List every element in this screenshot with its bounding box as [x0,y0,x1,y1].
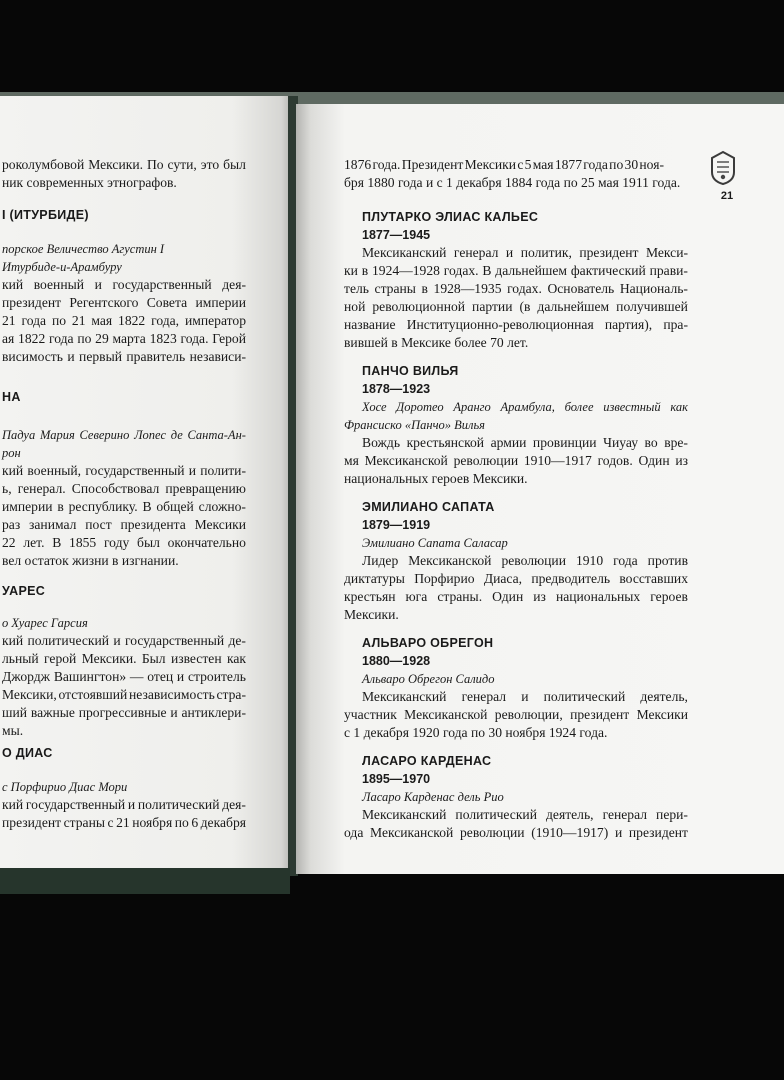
full-name-italic: Альваро Обрегон Салидо [362,672,495,686]
body-text-line: вел остаток жизни в изгнании. [2,553,179,568]
body-text-line: Мексики, отстоявший независимость стра- [2,687,246,702]
body-text-line: ший важные прогрессивные и антиклери- [2,705,246,720]
body-text-line: вившей в Мексике более 70 лет. [344,335,529,350]
body-text-line: роколумбовой Мексики. По сути, это был [2,157,246,172]
body-text-line: ь, генерал. Способствовал превращению [2,481,246,496]
body-text-line: Вождь крестьянской армии провинции Чиуау во вре- [362,435,688,450]
body-text-line: мы. [2,723,24,738]
body-text-line: Мексиканский генерал и политический деятель, [362,689,688,704]
life-years: 1880—1928 [362,654,431,668]
section-heading: I (ИТУРБИДЕ) [2,208,89,222]
body-text-line: президент Регентского Совета империи [2,295,246,310]
full-name-italic: о Хуарес Гарсия [2,616,88,630]
body-text-line: крестьян юга страны. Один из национальных героев [344,589,688,604]
full-name-italic: Эмилиано Сапата Саласар [362,536,508,550]
life-years: 1877—1945 [362,228,431,242]
body-text-line: империи в республику. В общей сложно- [2,499,246,514]
section-heading: НА [2,390,21,404]
page-number: 21 [720,190,734,202]
body-text-line: Лидер Мексиканской революции 1910 года против [362,553,688,568]
section-heading: ПЛУТАРКО ЭЛИАС КАЛЬЕС [362,210,539,224]
full-name-italic: Ласаро Карденас дель Рио [362,790,504,804]
body-text-line: ки в 1924—1928 годах. В дальнейшем фактический прави- [344,263,688,278]
body-text-line: Мексиканский политический деятель, генерал пери- [362,807,688,822]
body-text-line: 22 лет. В 1855 году был окончательно [2,535,246,550]
life-years: 1879—1919 [362,518,431,532]
body-text-line: льный герой Мексики. Был известен как [2,651,246,666]
body-text-line: участник Мексиканской революции, президент Мексики [344,707,688,722]
body-text-line: ник современных этнографов. [2,175,177,190]
section-heading: ЭМИЛИАНО САПАТА [362,500,495,514]
body-text-line: бря 1880 года и с 1 декабря 1884 года по 25 мая 1911 года. [344,175,681,190]
body-text-line: президент страны с 21 ноября по 6 декабря [2,815,246,830]
body-text-line: ной революционной партии (в дальнейшем получившей [344,299,688,314]
body-text-line: кий военный, государственный и полити- [2,463,246,478]
life-years: 1895—1970 [362,772,431,786]
body-text-line: кий государственный и политический дея- [2,797,246,812]
body-text-line: название Институционно-революционная партия), пра- [344,317,688,332]
body-text-line: тель страны в 1928—1935 годах. Основатель Националь- [344,281,688,296]
section-heading: О ДИАС [2,746,53,760]
body-text-line: ода Мексиканской революции (1910—1917) и президент [344,825,688,840]
full-name-italic: порское Величество Агустин I [2,242,165,256]
full-name-italic: с Порфирио Диас Мори [2,780,128,794]
full-name-italic: рон [2,446,21,460]
body-text-line: 21 года по 21 мая 1822 года, император [2,313,246,328]
full-name-italic: Итурбиде-и-Арамбуру [2,260,122,274]
life-years: 1878—1923 [362,382,431,396]
body-text-line: ая 1822 года по 29 марта 1823 года. Герой [2,331,246,346]
section-heading: ПАНЧО ВИЛЬЯ [362,364,459,378]
body-text-line: кий политический и государственный де- [2,633,246,648]
body-text-line: Мексики. [344,607,399,622]
full-name-italic: Падуа Мария Северино Лопес де Санта-Ан- [2,428,246,442]
body-text-line: Джордж Вашингтон» — отец и строитель [2,669,246,684]
full-name-italic: Франсиско «Панчо» Вилья [344,418,485,432]
section-heading: АЛЬВАРО ОБРЕГОН [362,636,494,650]
section-heading: УАРЕС [2,584,46,598]
body-text-line: раз занимал пост президента Мексики [2,517,246,532]
body-text-line: Мексиканский генерал и политик, президент Мекси- [362,245,688,260]
body-text-line: мя Мексиканской революции 1910—1917 годов. Один из [344,453,688,468]
body-text-line: висимость и первый правитель независи- [2,349,246,364]
body-text-line: национальных героев Мексики. [344,471,528,486]
body-text-line: с 1 декабря 1920 года по 30 ноября 1924 года. [344,725,608,740]
section-heading: ЛАСАРО КАРДЕНАС [362,754,492,768]
body-text-line: 1876 года. Президент Мексики с 5 мая 1877 года по 30 ноя- [344,157,664,172]
body-text-line: диктатуры Порфирио Диаса, предводитель восставших [344,571,688,586]
body-text-line: кий военный и государственный дея- [2,277,246,292]
emblem-icon [708,150,738,186]
full-name-italic: Хосе Доротео Аранго Арамбула, более известный как [362,400,688,414]
book-cover-bottom [0,868,290,894]
